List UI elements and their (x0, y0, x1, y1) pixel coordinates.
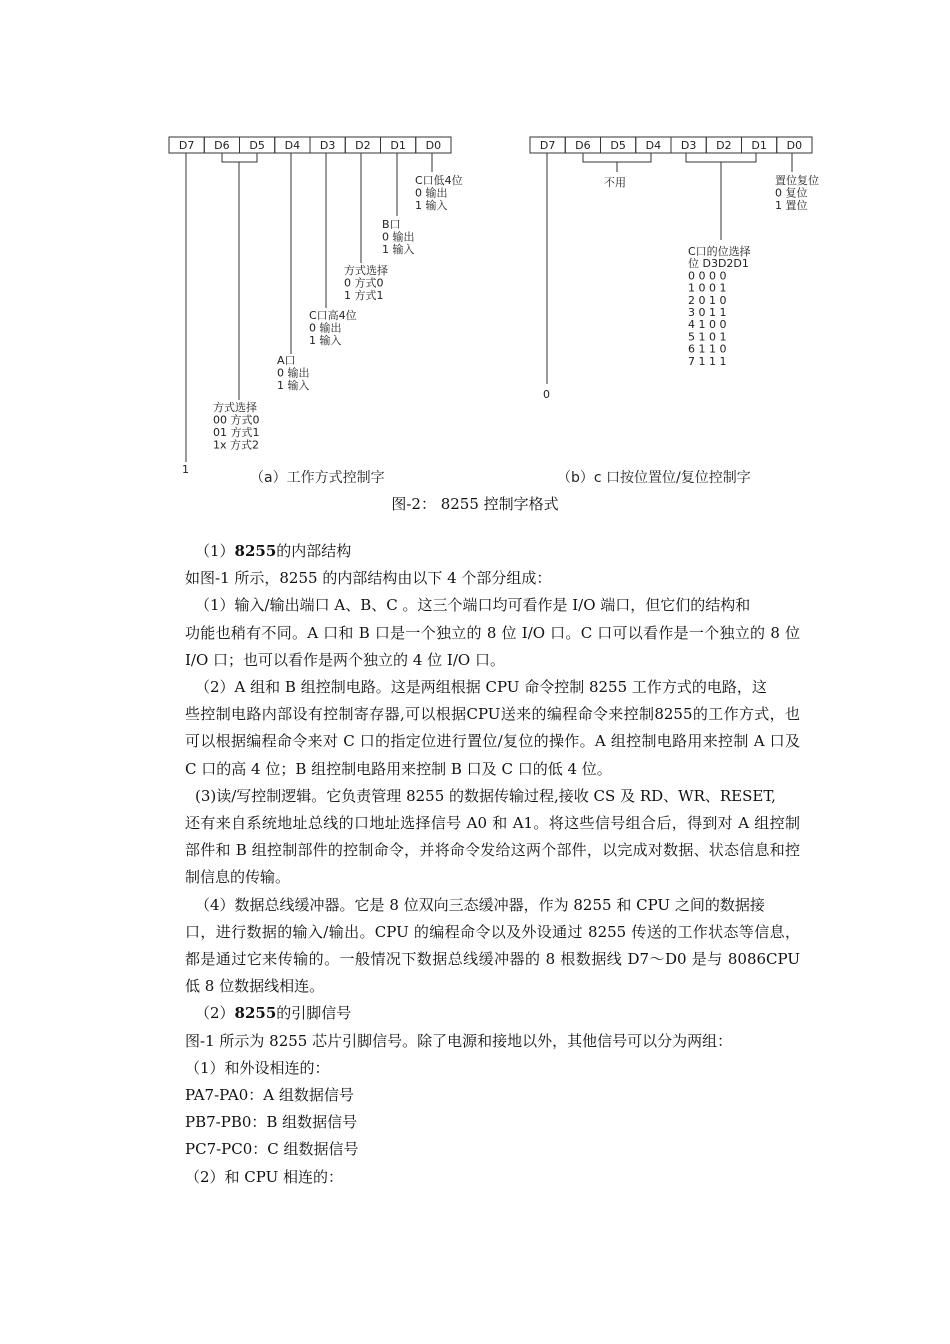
t_bport-line: 1 输入 (382, 243, 415, 256)
regB-bit-label: D3 (680, 139, 697, 152)
t_bitsel-line: 4 1 0 0 (688, 318, 727, 332)
t_bitsel-line: 1 0 0 1 (688, 281, 727, 295)
t_modea-line: 1x 方式2 (213, 438, 260, 452)
heading-internal: （1）8255的内部结构 (195, 542, 352, 560)
t_modeb-line: 方式选择 (344, 264, 388, 277)
regB-bit-label: D7 (539, 139, 556, 152)
regB-bit-label: D1 (751, 139, 767, 152)
label-set-reset (775, 174, 819, 212)
t_setreset-line: 0 复位 (775, 186, 808, 200)
t_bitsel-line: 0 0 0 0 (688, 269, 727, 283)
register-a (169, 137, 451, 153)
t_bitsel-line: 5 1 0 1 (688, 330, 727, 344)
register-b (530, 137, 812, 153)
regB-bit-label: D6 (575, 139, 591, 152)
regA-bit-label: D5 (249, 139, 265, 152)
label-unused: 不用 (604, 176, 626, 189)
regB-bit-label: D2 (716, 139, 732, 152)
regB-bit-label: D5 (610, 139, 626, 152)
t_setreset-line: 置位复位 (775, 174, 819, 187)
label-bit-select (688, 244, 751, 368)
body-text (185, 538, 800, 1191)
t_bitsel-line: 位 D3D2D1 (688, 257, 749, 271)
t_bitsel-line: 2 0 1 0 (688, 293, 727, 307)
t_bport-line: 0 输出 (382, 230, 415, 244)
t_aport-line: A口 (277, 354, 296, 367)
t_chigh-line: C口高4位 (309, 309, 357, 322)
t_chigh-line: 0 输出 (309, 321, 342, 335)
line-pc: PC7-PC0：C 组数据信号 (185, 1140, 359, 1159)
regA-bit-label: D7 (178, 139, 195, 152)
para-2: （2）A 组和 B 组控制电路。这是两组根据 CPU 命令控制 8255 工作方式的电路，这 些控制电路内部设有控制寄存器,可以根据CPU送来的编程命令来控制8255的工作方式，也可以根据编程命令来对 C 口的指定位进行置位/复位的操作。A 组控制电路用来控制 A 口及 C 口的高 4 位；B 组控制电路用来控制 B 口及 C 口的低 4 位。 (185, 678, 800, 778)
label-c-low (415, 174, 463, 212)
figure-caption: 图-2： 8255 控制字格式 (391, 495, 559, 513)
para-1: （1）输入/输出端口 A、B、C 。这三个端口均可看作是 I/O 端口，但它们的结构和 功能也稍有不同。A 口和 B 口是一个独立的 8 位 I/O 口。C 口可以看作是一个独立的 8 位 I/O 口；也可以看作是两个独立的 4 位 I/O 口。 (185, 596, 800, 669)
regA-bit-label: D0 (425, 139, 442, 152)
t_bitsel-line: 3 0 1 1 (688, 306, 727, 319)
label-c-high (309, 308, 357, 347)
diagram-b-lines (547, 153, 792, 384)
subcaption-b: （b）c 口按位置位/复位控制字 (557, 470, 751, 486)
subcaption-a: （a）工作方式控制字 (250, 470, 385, 486)
t_bitsel-line: 6 1 1 0 (688, 342, 727, 356)
label-a-port (277, 354, 310, 392)
t_aport-line: 1 输入 (277, 379, 310, 392)
regA-bit-label: D4 (284, 139, 301, 152)
flag-b: 0 (543, 388, 550, 401)
flag-a: 1 (182, 463, 189, 476)
line-pb: PB7-PB0：B 组数据信号 (185, 1113, 358, 1132)
regA-bit-label: D2 (355, 139, 371, 152)
regA-bit-label: D1 (390, 139, 406, 152)
t_modea-line: 01 方式1 (213, 426, 260, 439)
t_modeb-line: 1 方式1 (344, 289, 384, 302)
regA-bit-label: D3 (319, 139, 336, 152)
t_clow-line: C口低4位 (415, 174, 463, 187)
para-pins: 图-1 所示为 8255 芯片引脚信号。除了电源和接地以外，其他信号可以分为两组： (185, 1031, 733, 1050)
t_chigh-line: 1 输入 (309, 334, 342, 347)
t_bport-line: B口 (382, 218, 401, 231)
t_aport-line: 0 输出 (277, 366, 310, 380)
control-word-figure (0, 0, 950, 500)
t_clow-line: 0 输出 (415, 186, 448, 200)
para-cpu: （2）和 CPU 相连的： (185, 1167, 344, 1186)
para-4: （4）数据总线缓冲器。它是 8 位双向三态缓冲器，作为 8255 和 CPU 之间的数据接 口，进行数据的输入/输出。CPU 的编程命令以及外设通过 8255 传送的工作状态等信息，都是通过它来传输的。一般情况下数据总线缓冲器的 8 根数据线 D7～D0 是与 8086CPU 低 8 位数据线相连。 (185, 895, 800, 996)
line-pa: PA7-PA0：A 组数据信号 (185, 1086, 354, 1105)
t_modea-line: 方式选择 (213, 401, 257, 414)
heading-pins: （2）8255的引脚信号 (195, 1004, 352, 1023)
label-b-port (382, 218, 415, 256)
para-3: (3)读/写控制逻辑。它负责管理 8255 的数据传输过程,接收 CS 及 RD、WR、RESET, 还有来自系统地址总线的口地址选择信号 A0 和 A1。将这些信号组合后，得到对 A 组控制部件和 B 组控制部件的控制命令，并将命令发给这两个部件，以完成对数据、状态信息和控制信息的传输。 (185, 786, 800, 887)
t_modea-line: 00 方式0 (213, 413, 260, 427)
t_bitsel-line: 7 1 1 1 (688, 354, 727, 368)
t_clow-line: 1 输入 (415, 199, 448, 212)
t_bitsel-line: C口的位选择 (688, 245, 751, 258)
regB-bit-label: D4 (645, 139, 662, 152)
t_modeb-line: 0 方式0 (344, 276, 384, 290)
para-intro: 如图-1 所示，8255 的内部结构由以下 4 个部分组成： (185, 569, 552, 588)
t_setreset-line: 1 置位 (775, 199, 808, 212)
para-ext: （1）和外设相连的： (185, 1058, 330, 1077)
regA-bit-label: D6 (214, 139, 230, 152)
label-mode-b (344, 263, 388, 302)
label-mode-a (213, 400, 260, 452)
regB-bit-label: D0 (786, 139, 803, 152)
